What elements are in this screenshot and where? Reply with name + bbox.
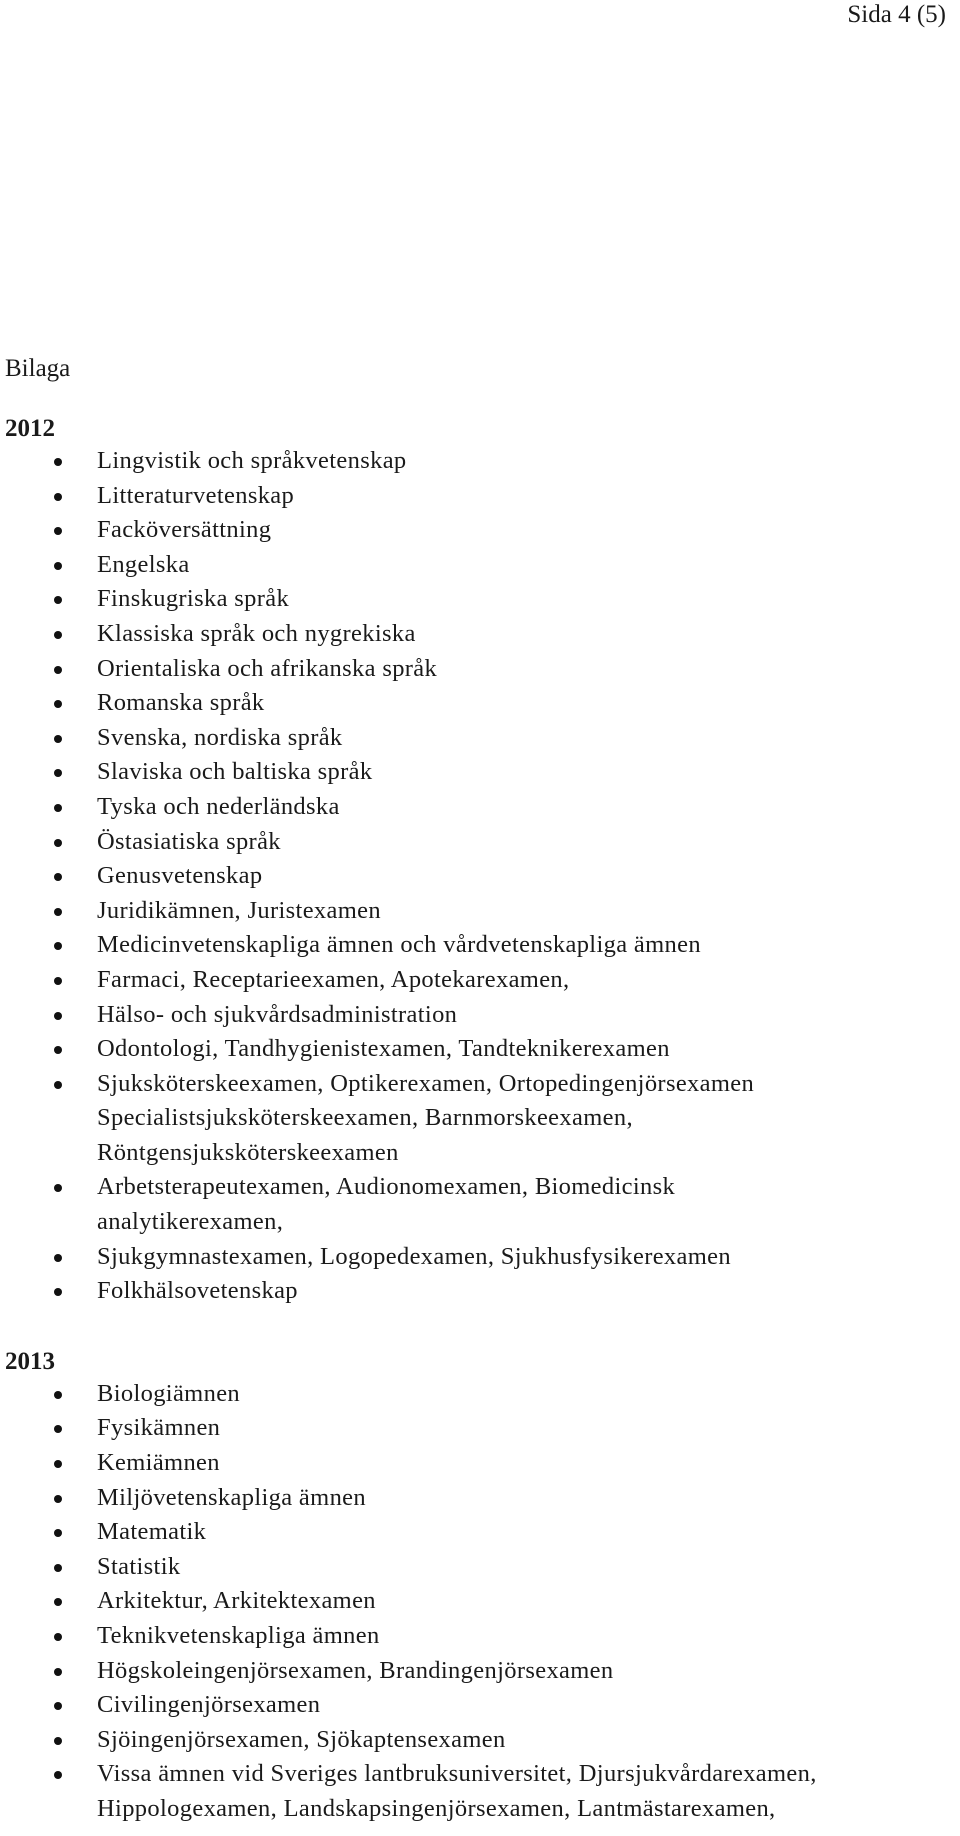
list-item [5, 1377, 950, 1412]
list-item [5, 479, 950, 514]
list-item [5, 1757, 950, 1826]
bullet-icon [54, 596, 62, 604]
list-item [5, 582, 950, 617]
list-item [5, 1515, 950, 1550]
bullet-icon [54, 1529, 62, 1537]
bullet-icon [54, 1460, 62, 1468]
bullet-icon [54, 908, 62, 916]
list-item-text: Miljövetenskapliga ämnen [97, 1483, 366, 1511]
list-item [5, 1032, 950, 1067]
list-item [5, 928, 950, 963]
list-item-text: Hippologexamen, Landskapsingenjörsexamen, Lantmästarexamen, [97, 1794, 776, 1822]
list-item-text: Specialistsjuksköterskeexamen, Barnmorskeexamen, [97, 1104, 633, 1132]
bullet-icon [54, 1771, 62, 1779]
list-item [5, 1723, 950, 1758]
list-item-text: Vissa ämnen vid Sveriges lantbruksuniversitet, Djursjukvårdarexamen, [97, 1760, 817, 1788]
list-item-text: Sjuksköterskeexamen, Optikerexamen, Ortopedingenjörsexamen [97, 1069, 755, 1097]
bullet-icon [54, 1598, 62, 1606]
list-item-text: Sjukgymnastexamen, Logopedexamen, Sjukhusfysikerexamen [97, 1242, 731, 1270]
bullet-icon [54, 804, 62, 812]
list-item-text: Finskugriska språk [97, 585, 290, 613]
list-item-text: Hälso- och sjukvårdsadministration [97, 1000, 458, 1028]
list-item-text: analytikerexamen, [97, 1208, 284, 1236]
list-item [5, 686, 950, 721]
sections-container [5, 414, 950, 1827]
list-item-text: Statistik [97, 1552, 181, 1580]
bullet-icon [54, 666, 62, 674]
list-item-text: Litteraturvetenskap [97, 481, 295, 509]
list-item-text: Sjöingenjörsexamen, Sjökaptensexamen [97, 1725, 506, 1753]
list-item-text: Fysikämnen [97, 1414, 221, 1442]
list-item [5, 1446, 950, 1481]
list-item-text: Arbetsterapeutexamen, Audionomexamen, Biomedicinsk [97, 1173, 676, 1201]
list-item-text: Slaviska och baltiska språk [97, 758, 373, 786]
list-item-text: Matematik [97, 1518, 207, 1546]
bullet-icon [54, 1564, 62, 1572]
list-item [5, 1411, 950, 1446]
year-heading: 2013 [5, 1347, 55, 1375]
list-item [5, 755, 950, 790]
bullet-icon [54, 527, 62, 535]
bullet-icon [54, 493, 62, 501]
bullet-icon [54, 1425, 62, 1433]
list-item [5, 1170, 950, 1239]
topic-list [5, 1377, 950, 1827]
list-item-text: Östasiatiska språk [97, 827, 281, 855]
list-item [5, 859, 950, 894]
year-heading: 2012 [5, 415, 55, 442]
list-item [5, 1584, 950, 1619]
topic-list [5, 444, 950, 1309]
bullet-icon [54, 1081, 62, 1089]
list-item [5, 548, 950, 583]
document-body [5, 354, 950, 1827]
list-item-text: Genusvetenskap [97, 862, 263, 890]
list-item [5, 1067, 950, 1102]
list-item-text: Romanska språk [97, 689, 265, 717]
list-item-text: Lingvistik och språkvetenskap [97, 447, 407, 474]
list-item [5, 1688, 950, 1723]
list-item-text: Klassiska språk och nygrekiska [97, 619, 416, 647]
list-item [5, 652, 950, 687]
bullet-icon [54, 942, 62, 950]
list-item [5, 444, 950, 479]
bullet-icon [54, 1288, 62, 1296]
list-item [5, 1619, 950, 1654]
list-item-text: Engelska [97, 550, 190, 578]
bullet-icon [54, 1702, 62, 1710]
bullet-icon [54, 873, 62, 881]
list-item-text: Tyska och nederländska [97, 792, 340, 820]
list-item [5, 1481, 950, 1516]
list-item-text: Teknikvetenskapliga ämnen [97, 1622, 380, 1649]
list-item [5, 1550, 950, 1585]
page-number: Sida 4 (5) [847, 1, 946, 28]
bullet-icon [54, 1668, 62, 1676]
bullet-icon [54, 631, 62, 639]
bullet-icon [54, 1495, 62, 1503]
list-item-text: Facköversättning [97, 516, 272, 544]
bullet-icon [54, 1046, 62, 1054]
bullet-icon [54, 1012, 62, 1020]
list-item-text: Arkitektur, Arkitektexamen [97, 1587, 376, 1615]
bullet-icon [54, 1633, 62, 1641]
list-item-text: Medicinvetenskapliga ämnen och vårdvetenskapliga ämnen [97, 931, 701, 959]
list-item-text: Juridikämnen, Juristexamen [97, 896, 381, 924]
list-item-text: Biologiämnen [97, 1379, 241, 1407]
list-item [5, 825, 950, 860]
list-item [5, 1274, 950, 1309]
list-item [5, 790, 950, 825]
list-item [5, 998, 950, 1033]
list-item [5, 617, 950, 652]
bullet-icon [54, 562, 62, 570]
list-item-text: Farmaci, Receptarieexamen, Apotekarexamen, [97, 965, 570, 993]
bullet-icon [54, 977, 62, 985]
bullet-icon [54, 700, 62, 708]
list-item [5, 1101, 950, 1170]
attachment-heading: Bilaga [5, 355, 71, 382]
list-item [5, 513, 950, 548]
list-item [5, 1654, 950, 1689]
list-item [5, 894, 950, 929]
bullet-icon [54, 1737, 62, 1745]
list-item [5, 963, 950, 998]
bullet-icon [54, 1254, 62, 1262]
bullet-icon [54, 769, 62, 777]
bullet-icon [54, 1391, 62, 1399]
list-item-text: Röntgensjuksköterskeexamen [97, 1138, 399, 1166]
bullet-icon [54, 839, 62, 847]
list-item-text: Orientaliska och afrikanska språk [97, 654, 438, 682]
list-item-text: Högskoleingenjörsexamen, Brandingenjörsexamen [97, 1656, 614, 1684]
list-item-text: Svenska, nordiska språk [97, 723, 343, 751]
list-item-text: Odontologi, Tandhygienistexamen, Tandteknikerexamen [97, 1035, 670, 1063]
bullet-icon [54, 458, 62, 466]
bullet-icon [54, 1184, 62, 1192]
list-item-text: Civilingenjörsexamen [97, 1691, 321, 1719]
list-item-text: Folkhälsovetenskap [97, 1277, 298, 1305]
list-item [5, 721, 950, 756]
bullet-icon [54, 735, 62, 743]
list-item-text: Kemiämnen [97, 1449, 220, 1477]
list-item [5, 1240, 950, 1275]
